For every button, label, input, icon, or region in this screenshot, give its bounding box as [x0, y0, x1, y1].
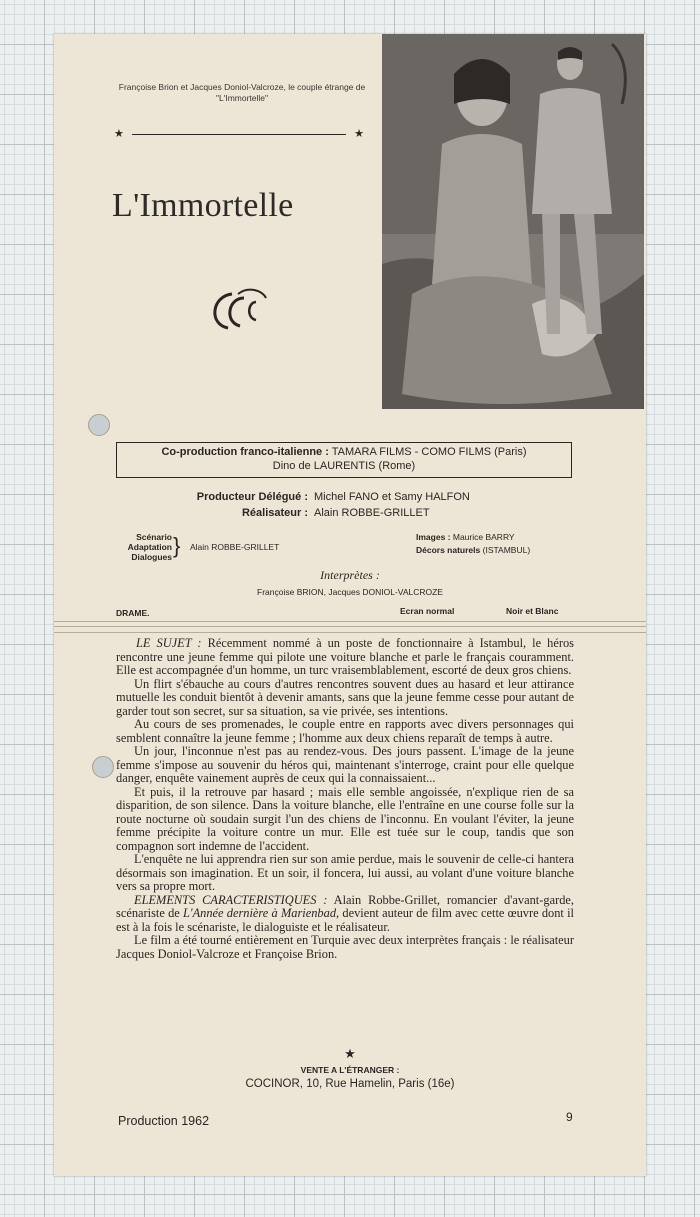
vente-address: COCINOR, 10, Rue Hamelin, Paris (16e): [245, 1078, 455, 1090]
cocinor-logo: [204, 284, 270, 336]
paragraph: Récemment nommé à un poste de fonctionnaire à Istambul, le héros rencontre une jeune femme qui pilote une voiture blanche et parle le français couramment. Elle est accompagnée d'un homme, un turc vraisemblablement, escorté de deux gros chiens.: [116, 636, 574, 677]
synopsis: [116, 637, 574, 961]
fold-line: [54, 632, 646, 633]
film-reference: L'Année dernière à Marienbad,: [183, 906, 340, 920]
brace: }: [173, 533, 181, 558]
production-year: Production 1962: [118, 1114, 210, 1128]
director-label: Réalisateur :: [241, 507, 308, 519]
interpretes-label: Interprètes :: [320, 568, 380, 582]
genre: DRAME.: [116, 608, 150, 618]
coproduction-line1: TAMARA FILMS - COMO FILMS (Paris): [331, 446, 527, 458]
paragraph: Et puis, il la retrouve par hasard ; mais elle semble angoissée, n'explique rien de sa disparition, de son silence. Dans la voiture blanche, elle l'entraîne en une course folle sur la route nocturne où soudain surgit l'un des chiens de l'inconnu. En voulant l'éviter, la jeune femme précipite la voiture contre un mur. Elle est tuée sur le coup, tandis que son compagnon sort indemne de l'accident.: [116, 784, 574, 853]
coproduction-box: [116, 442, 572, 478]
producer-value: Michel FANO et Samy HALFON: [314, 491, 470, 503]
star-rule: [114, 128, 364, 141]
screen-format: Ecran normal: [400, 606, 455, 616]
star-icon: ★: [344, 1046, 356, 1061]
film-still-photo: [382, 34, 644, 409]
paragraph: L'enquête ne lui apprendra rien sur son amie perdue, mais le souvenir de celle-ci hantera désormais son imagination. Et un soir, il foncera, lui aussi, au volant d'une voiture blanche vers sa propre mort.: [116, 852, 574, 893]
fold-line: [54, 626, 646, 627]
scenario-label: Scénario: [136, 532, 172, 542]
punch-hole: [88, 414, 110, 436]
scenario-value: Alain ROBBE-GRILLET: [190, 542, 280, 552]
star-icon: ★: [114, 128, 124, 140]
images-label: Images :: [416, 532, 451, 542]
interpretes-value: Françoise BRION, Jacques DONIOL-VALCROZE: [257, 587, 443, 597]
film-title: L'Immortelle: [112, 187, 294, 224]
paragraph: Un flirt s'ébauche au cours d'autres rencontres souvent dues au hasard et leur attirance mutuelle les conduit bientôt à devenir amants, sans que la jeune femme cesse pour autant de garder tout son secret, sur sa situation, sa vie privée, ses intentions.: [116, 676, 574, 718]
paragraph: Au cours de ses promenades, le couple entre en rapports avec divers personnages qui semblent connaître la jeune femme ; l'homme aux deux chiens reparaît de temps à autre.: [116, 717, 574, 745]
document-sheet: [54, 34, 646, 1176]
star-icon: ★: [354, 128, 364, 140]
coproduction-label: Co-production franco-italienne :: [161, 446, 329, 458]
vente-label: VENTE A L'ÉTRANGER :: [300, 1065, 400, 1075]
paragraph-part: Alain Robbe-Grillet, romancier d'avant-garde, scénariste de: [116, 892, 574, 920]
producer-label: Producteur Délégué :: [196, 491, 308, 503]
coproduction-line2: Dino de LAURENTIS (Rome): [272, 460, 416, 472]
paragraph: Un jour, l'inconnue n'est pas au rendez-vous. Des jours passent. L'image de la jeune femme s'impose au souvenir du héros qui, maintenant s'interroge, craint pour elle quelque danger, enquête vainement auprès de ceux qui la connaissaient...: [116, 744, 574, 785]
photo-caption: Françoise Brion et Jacques Doniol-Valcroze, le couple étrange de "L'Immortelle": [118, 82, 366, 103]
decors-value: (ISTAMBUL): [482, 545, 531, 555]
sujet-label: LE SUJET :: [136, 636, 202, 650]
images-value: Maurice BARRY: [452, 532, 515, 542]
color-format: Noir et Blanc: [506, 606, 559, 616]
director-value: Alain ROBBE-GRILLET: [314, 507, 430, 519]
dialogues-label: Dialogues: [131, 552, 172, 562]
paragraph-part: devient auteur de film avec cette œuvre dont il est à la fois le scénariste, le dialoguiste et le réalisateur.: [116, 906, 574, 934]
punch-hole: [92, 756, 114, 778]
paragraph: Le film a été tourné entièrement en Turquie avec deux interprètes français : le réalisateur Jacques Doniol-Valcroze et Françoise Brion.: [116, 933, 574, 961]
page-number: 9: [566, 1110, 573, 1124]
decors-label: Décors naturels: [416, 545, 481, 555]
fold-line: [54, 621, 646, 622]
elements-label: ELEMENTS CARACTERISTIQUES :: [134, 892, 328, 907]
adaptation-label: Adaptation: [127, 542, 172, 552]
